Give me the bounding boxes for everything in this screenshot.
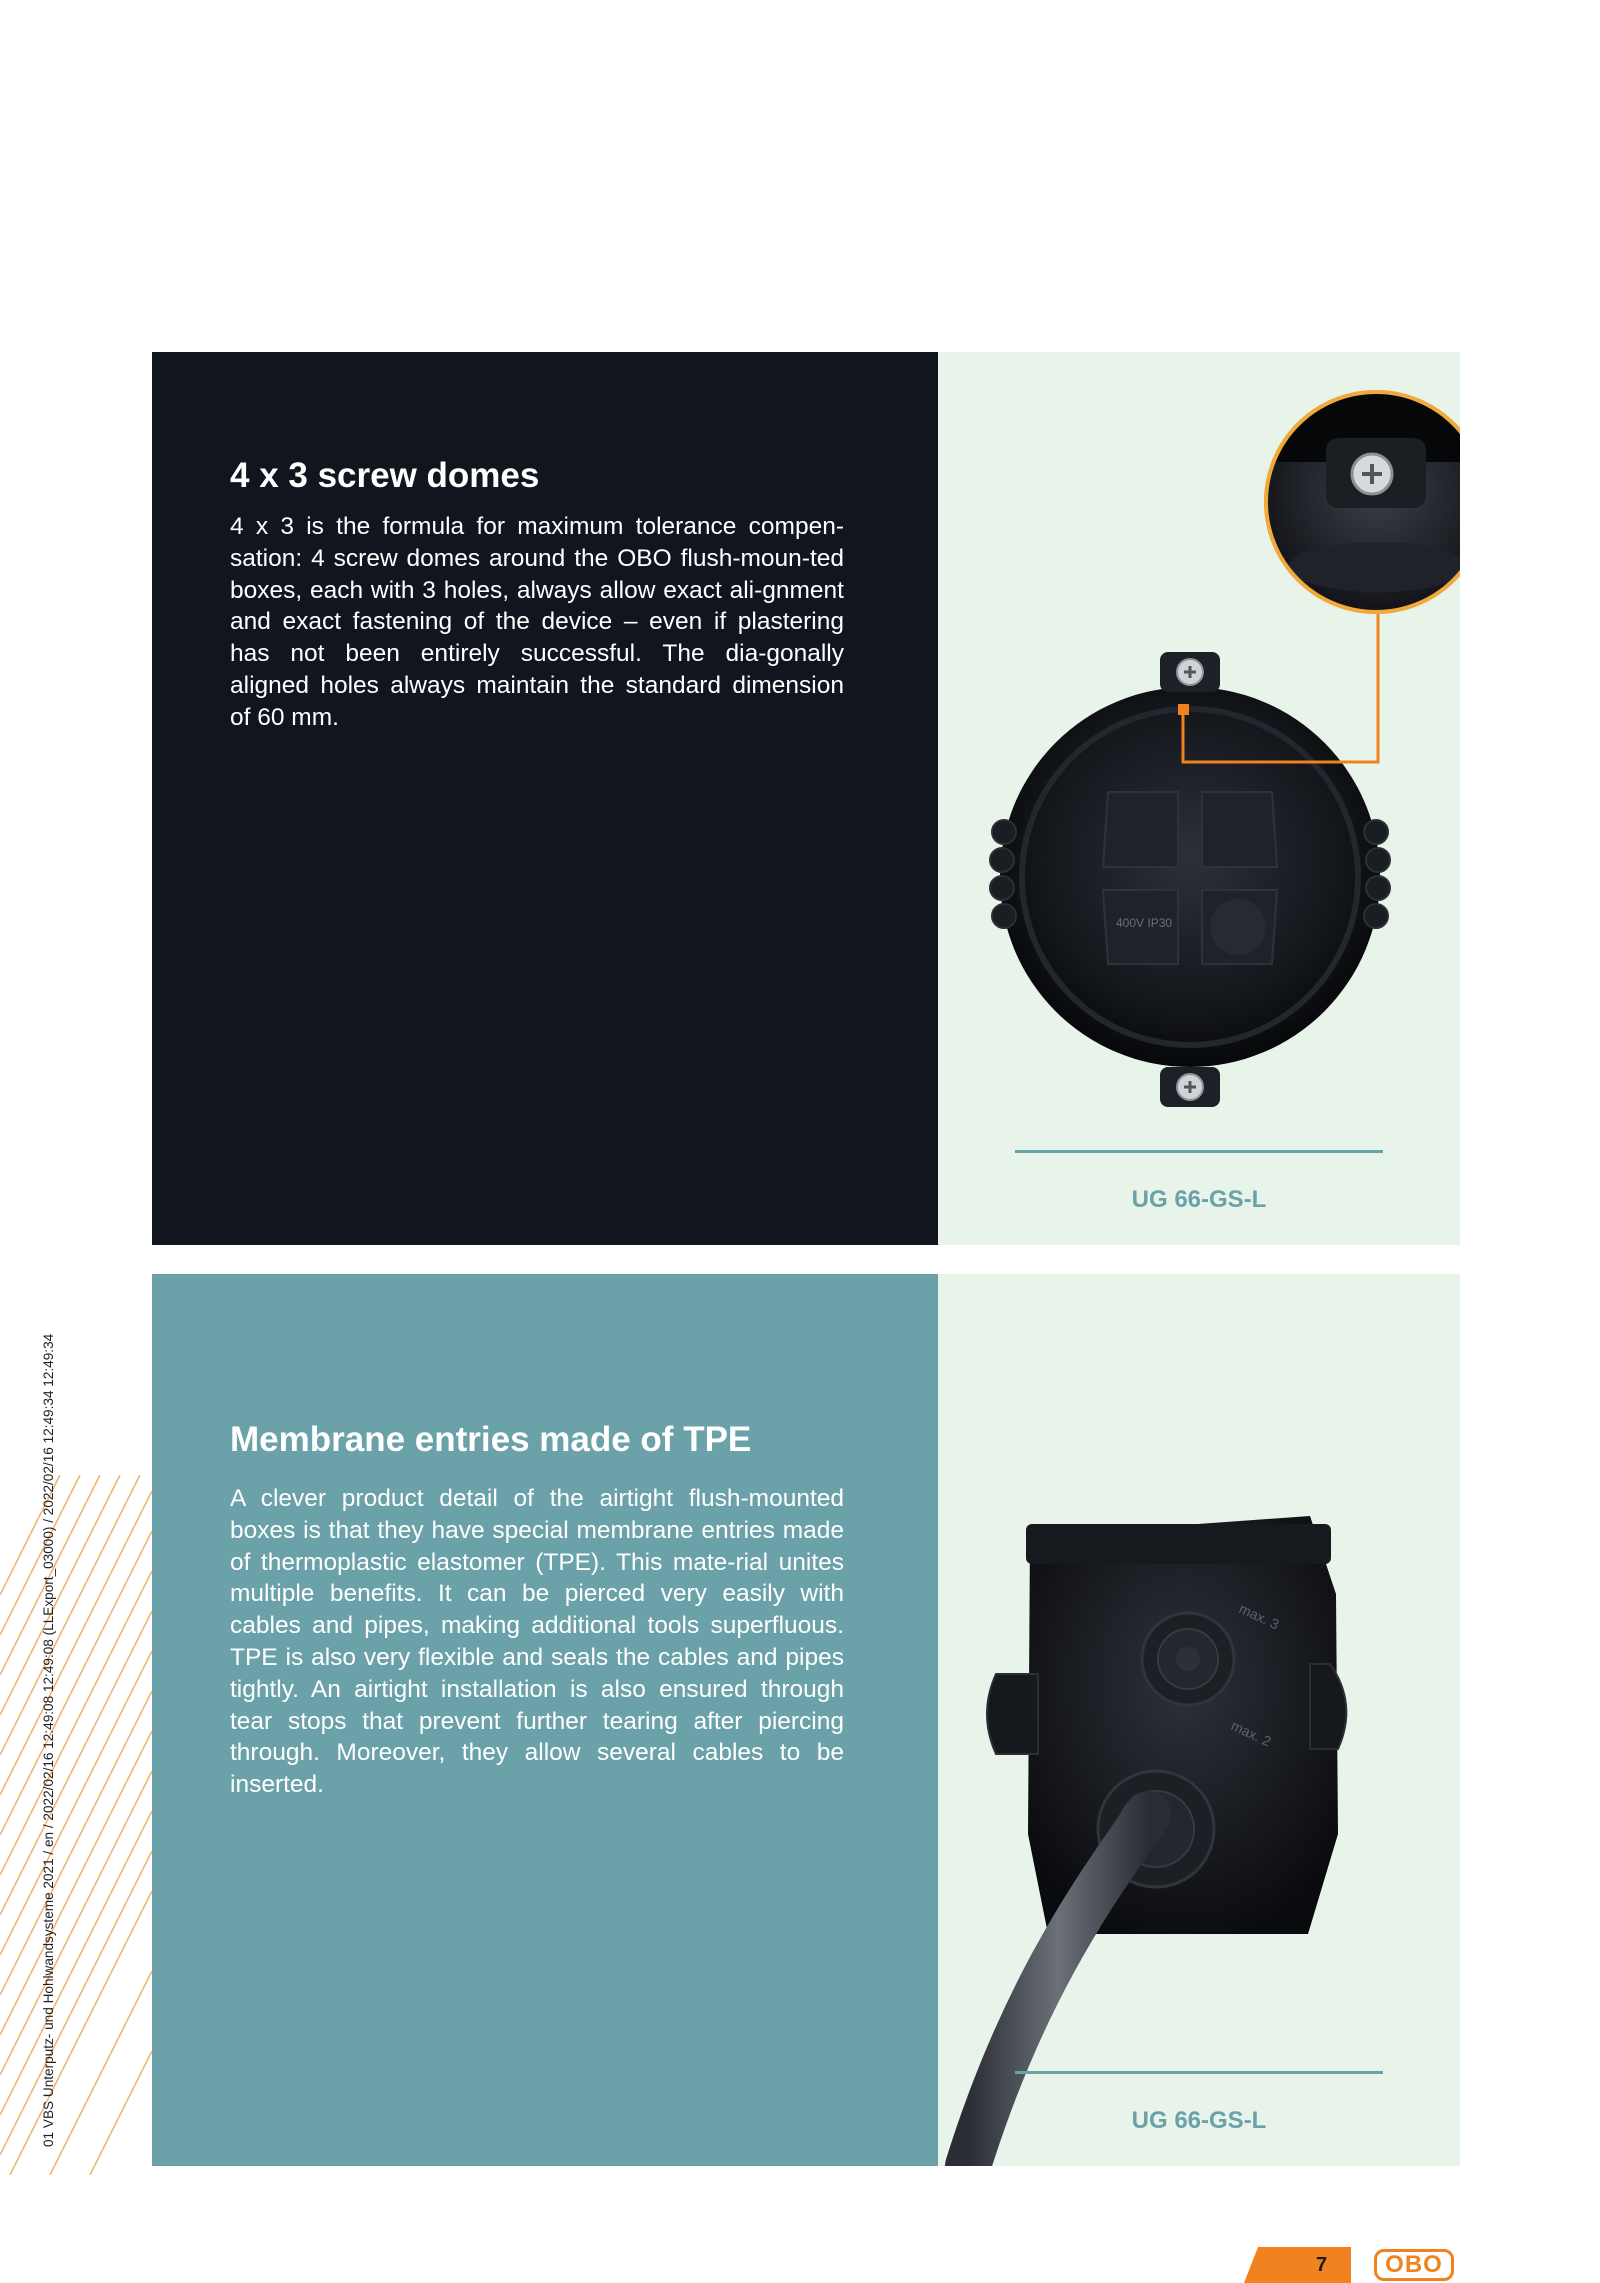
section-heading: 4 x 3 screw domes [230, 456, 540, 495]
caption-divider [1015, 1150, 1383, 1153]
section-body-text: 4 x 3 is the formula for maximum tolerance compen-sation: 4 screw domes around the OBO flush-moun-ted boxes, each with 3 holes, always allow exact ali-gnment and exact fastening of the device – even if plastering has not been entirely successful. The dia-gonally aligned holes always maintain the standard dimension of 60 mm. [230, 513, 844, 731]
flush-box-top-view-image [938, 352, 1460, 1245]
section-body-text: A clever product detail of the airtight flush-mounted boxes is that they have special membrane entries made of thermoplastic elastomer (TPE). This mate-rial unites multiple benefits. It can be pierced very easily with cables and pipes, making additional tools superfluous. TPE is also very flexible and seals the cables and pipes tightly. An airtight installation is also ensured through tear stops that prevent further tearing after piercing through. Moreover, they allow several cables to be inserted. [230, 1485, 844, 1799]
section-membrane-entries-image-panel [938, 1274, 1460, 2166]
caption-divider [1015, 2071, 1383, 2074]
section-membrane-entries-text-panel [152, 1274, 938, 2166]
flush-box-with-cable-image [938, 1274, 1460, 2166]
page-number-tab [1244, 2247, 1351, 2283]
product-caption: UG 66-GS-L [1131, 2107, 1267, 2134]
section-screw-domes-text-panel [152, 352, 938, 1245]
box-rating-label: 400V IP30 [1116, 916, 1173, 930]
section-screw-domes-image-panel [938, 352, 1460, 1245]
section-heading: Membrane entries made of TPE [230, 1420, 752, 1459]
membrane-max-label: max. 3 [1236, 1600, 1282, 1633]
obo-logo-text: OBO [1385, 2251, 1443, 2278]
obo-logo [1374, 2249, 1454, 2281]
orange-hatch-decoration [0, 1475, 152, 2175]
membrane-max-label: max. 2 [1228, 1717, 1274, 1750]
page-number: 7 [1316, 2254, 1328, 2276]
print-metadata-note: 01 VBS Unterputz- und Hohlwandsysteme 2021 / en / 2022/02/16 12:49:08 12:49:08 (LLExport_03000) / 2022/02/16 12:49:34 12:49:34 [41, 1333, 56, 2147]
product-caption: UG 66-GS-L [1131, 1186, 1267, 1213]
